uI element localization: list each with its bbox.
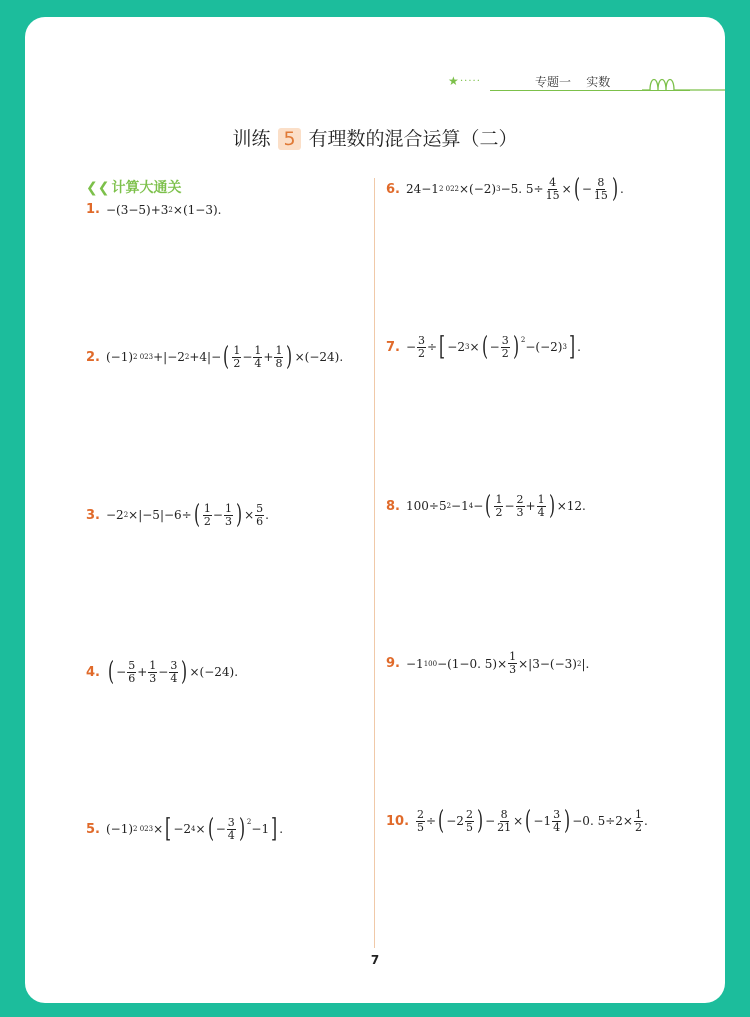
fraction: $\frac{1}{3}$ [149,658,157,685]
fraction: $\frac{5}{6}$ [256,501,264,528]
problem-3: 3. −2 2 ×|−5|−6÷ ( $\frac{1}{2}$ − $\frac{1}{3}$ ) × $\frac{5}{6}$ . [86,500,269,530]
fraction: $\frac{1}{2}$ [634,807,642,834]
fraction: $\frac{1}{4}$ [537,492,545,519]
problem-4: 4. ( − $\frac{5}{6}$ + $\frac{1}{3}$ − $\frac{3}{4}$ ) ×(−24). [86,657,239,687]
problem-7: 7. − $\frac{3}{2}$ ÷ [ −2 3 × ( − $\frac{3}{2}$ ) $^2$ −(−2) 3 ] . [386,332,581,362]
fraction: $\frac{3}{2}$ [418,333,426,360]
lesson-number: 5 [278,128,300,150]
fraction: $\frac{1}{2}$ [495,492,503,519]
chapter-label: 专题一 实数 [535,75,611,89]
fraction: $\frac{1}{2}$ [233,343,241,370]
problem-1: 1. −(3−5)+3 2 ×(1−3). [86,202,222,217]
wave-decoration [642,72,725,94]
fraction: $\frac{3}{4}$ [170,658,178,685]
fraction: $\frac{1}{3}$ [509,650,517,676]
problem-8: 8. 100÷5 2 −1 4 − ( $\frac{1}{2}$ − $\frac{2}{3}$ + $\frac{1}{4}$ ) ×12. [386,491,586,521]
column-divider [374,178,375,948]
dots-decoration: ····· [460,76,481,87]
fraction: $\frac{8}{21}$ [497,807,512,834]
fraction: $\frac{1}{8}$ [275,343,283,370]
problem-5: 5. (−1) 2 023 × [ −2 4 × ( − $\frac{3}{4}$ ) $^2$ −1 ] . [86,814,284,844]
fraction: $\frac{2}{5}$ [465,807,473,834]
page-number: 7 [370,953,380,967]
fraction: $\frac{1}{4}$ [254,343,262,370]
problem-6: 6. 24−1 2 022 ×(−2) 3 −5. 5÷ $\frac{4}{15}$ × ( − $\frac{8}{15}$ ) . [386,174,624,204]
fraction: $\frac{1}{3}$ [224,501,232,528]
problem-10: 10. $\frac{2}{5}$ ÷ ( −2 $\frac{2}{5}$ ) − $\frac{8}{21}$ × ( −1 $\frac{3}{4}$ ) −0. 5÷2× $\frac{1}{2}$ . [386,806,648,836]
problem-2: 2. (−1) 2 023 +|−2 2 +4|− ( $\frac{1}{2}$ − $\frac{1}{4}$ + $\frac{1}{8}$ ) ×(−24). [86,342,344,372]
star-icon: ★ [448,74,459,88]
fraction: $\frac{3}{4}$ [553,807,561,834]
fraction: $\frac{2}{3}$ [516,492,524,519]
problem-9: 9. −1 100 −(1−0. 5)× $\frac{1}{3}$ ×|3−(−3) 2 |. [386,650,590,676]
page-title: 训练 5 有理数的混合运算（二） [232,128,518,150]
fraction: $\frac{1}{2}$ [203,501,211,528]
running-header [448,72,725,94]
section-heading: ❮❮ 计算大通关 [86,180,182,196]
fraction: $\frac{8}{15}$ [593,175,608,202]
fraction: $\frac{4}{15}$ [545,175,560,202]
double-chevron-icon: ❮❮ [86,180,110,196]
fraction: $\frac{5}{6}$ [128,658,136,685]
fraction: $\frac{3}{2}$ [501,333,509,360]
fraction: $\frac{2}{5}$ [417,807,425,834]
fraction: $\frac{3}{4}$ [227,815,235,842]
